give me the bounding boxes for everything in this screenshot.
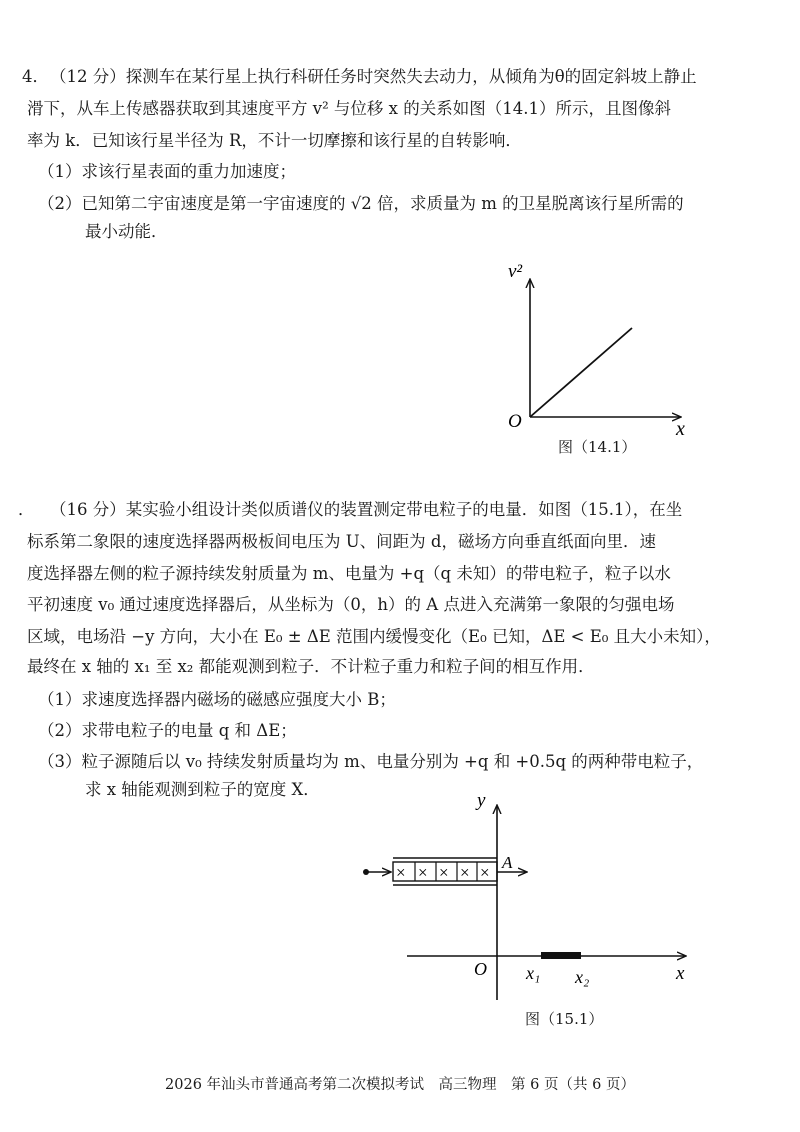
figure-14-1 — [490, 255, 710, 455]
q5-stem-line-2: 标系第二象限的速度选择器两极板间电压为 U、间距为 d，磁场方向垂直纸面向里．速 — [27, 532, 656, 551]
q5-stem-line-1: （16 分）某实验小组设计类似质谱仪的装置测定带电粒子的电量．如图（15.1），在坐 — [50, 500, 683, 519]
x-axis-label: x — [676, 963, 685, 984]
field-mark: × — [418, 863, 428, 882]
v2-x-line — [530, 328, 632, 417]
point-a-label: A — [502, 853, 513, 872]
q4-number: 4． — [22, 67, 49, 86]
q4-stem-line-2: 滑下，从车上传感器获取到其速度平方 v² 与位移 x 的关系如图（14.1）所示，且图像斜 — [27, 99, 671, 118]
q4-subquestion-1: （1）求该行星表面的重力加速度； — [38, 162, 296, 181]
q5-stem-line-4: 平初速度 v₀ 通过速度选择器后，从坐标为（0，h）的 A 点进入充满第一象限的匀强电场 — [27, 595, 675, 614]
x1-label: x₁ — [526, 963, 541, 983]
q5-stem-line-3: 度选择器左侧的粒子源持续发射质量为 m、电量为 +q（q 未知）的带电粒子，粒子以水 — [27, 564, 671, 583]
x-axis-label: x — [676, 418, 685, 440]
q5-number: ． — [18, 500, 35, 519]
figure-14-1-caption: 图（14.1） — [558, 438, 637, 456]
q5-stem-line-6: 最终在 x 轴的 x₁ 至 x₂ 都能观测到粒子．不计粒子重力和粒子间的相互作用． — [27, 657, 595, 676]
q5-subquestion-2: （2）求带电粒子的电量 q 和 ΔE； — [38, 721, 297, 740]
q4-subquestion-2: （2）已知第二宇宙速度是第一宇宙速度的 √2 倍，求质量为 m 的卫星脱离该行星所需的 — [38, 194, 684, 213]
q5-subquestion-3-cont: 求 x 轴能观测到粒子的宽度 X． — [85, 780, 320, 799]
q5-subquestion-3: （3）粒子源随后以 v₀ 持续发射质量均为 m、电量分别为 +q 和 +0.5q 的两种带电粒子， — [38, 752, 704, 771]
q5-stem-line-5: 区域，电场沿 −y 方向，大小在 E₀ ± ΔE 范围内缓慢变化（E₀ 已知，ΔE < E₀ 且大小未知）， — [27, 627, 721, 646]
origin-label: O — [508, 411, 522, 432]
figure-15-1 — [350, 788, 710, 1003]
q5-subquestion-1: （1）求速度选择器内磁场的磁感应强度大小 B； — [38, 690, 396, 709]
q4-stem-line-1: （12 分）探测车在某行星上执行科研任务时突然失去动力，从倾角为θ的固定斜坡上静止 — [50, 67, 697, 86]
field-mark: × — [439, 863, 449, 882]
figure-15-1-caption: 图（15.1） — [525, 1010, 604, 1028]
detection-band-x1-x2 — [541, 952, 581, 959]
field-mark: × — [480, 863, 490, 882]
field-mark: × — [460, 863, 470, 882]
y-axis-label: y — [477, 790, 486, 811]
q4-subquestion-2-cont: 最小动能． — [85, 222, 168, 241]
origin-label: O — [474, 959, 487, 979]
field-mark: × — [396, 863, 406, 882]
page-footer: 2026 年汕头市普通高考第二次模拟考试 高三物理 第 6 页（共 6 页） — [165, 1077, 635, 1093]
q4-stem-line-3: 率为 k．已知该行星半径为 R，不计一切摩擦和该行星的自转影响． — [27, 131, 522, 150]
x2-label: x₂ — [575, 967, 590, 987]
y-axis-label: v² — [508, 261, 523, 282]
